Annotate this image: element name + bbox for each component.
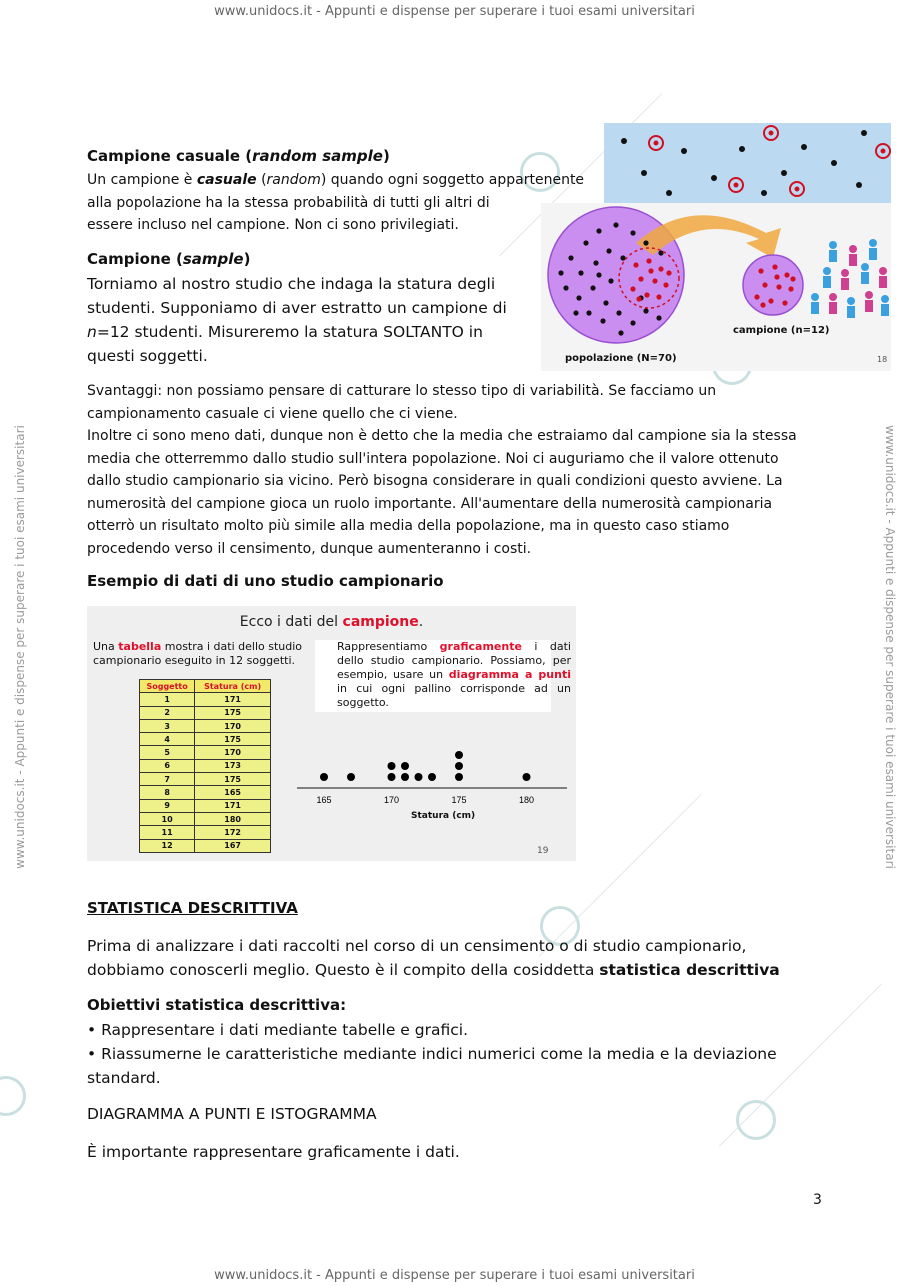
footer-watermark: www.unidocs.it - Appunti e dispense per superare i tuoi esami universitari — [214, 1268, 695, 1283]
table-row: 9 171 — [140, 799, 271, 812]
data-point — [388, 773, 396, 781]
disadvantages-paragraph: Svantaggi: non possiamo pensare di catturare lo stesso tipo di variabilità. Se facciamo un campionamento casuale ci viene quello che ci viene. Inoltre ci sono meno dati, dunque non è detto che la media che estraiamo dal campione sia la stessa media che otterremmo dallo studio sull'intera popolazione. Noi ci auguriamo che il valore ottenuto dallo studio campionario sia vicino. Però bisogna considerare in quali condizioni questo avviene. La numerosità del campione gioca un ruolo importante. All'aumentare della numerosità campionaria otterrò un risultato molto più simile alla media della popolazione, ma in questo caso stiamo procedendo verso il censimento, dunque aumenteranno i costi. — [87, 383, 797, 557]
list-item: • Riassumerne le caratteristiche mediante indici numerici come la media e la deviazione — [87, 1045, 777, 1063]
objectives-heading: Obiettivi statistica descrittiva: — [87, 996, 347, 1014]
sample-data-slide — [87, 606, 576, 861]
table-row: 1 171 — [140, 693, 271, 706]
table-row: 4 175 — [140, 733, 271, 746]
random-selection-strip — [604, 123, 891, 203]
data-point — [401, 762, 409, 770]
closing-sentence: È importante rappresentare graficamente i dati. — [87, 1143, 460, 1161]
table-row: 8 165 — [140, 786, 271, 799]
example-heading: Esempio di dati di uno studio campionario — [87, 572, 444, 590]
x-tick-label: 180 — [518, 795, 535, 805]
slide-number: 19 — [537, 846, 549, 856]
table-header: Statura (cm) — [195, 680, 271, 693]
table-row: 3 170 — [140, 719, 271, 732]
data-point — [388, 762, 396, 770]
table-row: 7 175 — [140, 773, 271, 786]
population-sample-figure — [541, 203, 891, 371]
descriptive-paragraph: Prima di analizzare i dati raccolti nel corso di un censimento o di studio campionario, dobbiamo conoscerli meglio. Questo è il compito della cosiddetta statistica descrittiva — [87, 937, 780, 979]
watermark-logo-icon — [736, 1100, 776, 1140]
dot-plot-xlabel: Statura (cm) — [411, 811, 476, 821]
table-row: 11 172 — [140, 826, 271, 839]
sample-heading: Campione (sample) — [87, 250, 251, 268]
data-point — [523, 773, 531, 781]
selection-dots-icon — [604, 123, 891, 203]
right-side-watermark: www.unidocs.it - Appunti e dispense per superare i tuoi esami universitari — [883, 425, 897, 869]
descriptive-heading: STATISTICA DESCRITTIVA — [87, 899, 298, 917]
page-number: 3 — [813, 1192, 822, 1208]
table-row: 12 167 — [140, 839, 271, 852]
data-point — [320, 773, 328, 781]
table-row: 2 175 — [140, 706, 271, 719]
slide-left-text: Una tabella mostra i dati dello studio campionario eseguito in 12 soggetti. — [93, 640, 303, 667]
watermark-logo-icon — [0, 1076, 26, 1116]
table-row: 10 180 — [140, 812, 271, 825]
objectives-list: • Rappresentare i dati mediante tabelle e grafici. • Riassumerne le caratteristiche mediante indici numerici come la media e la deviazione standard. — [87, 1018, 847, 1090]
population-label: popolazione (N=70) — [565, 353, 677, 364]
slide-right-text: Rappresentiamo graficamente i dati dello studio campionario. Possiamo, per esempio, usare un diagramma a punti in cui ogni pallino corrisponde ad un soggetto. — [337, 640, 571, 709]
header-watermark: www.unidocs.it - Appunti e dispense per superare i tuoi esami universitari — [214, 4, 695, 19]
slide-title: Ecco i dati del campione. — [239, 614, 424, 630]
random-sample-text: Un campione è casuale (random) quando ogni soggetto appartenente alla popolazione ha la stessa probabilità di tutti gli altri di essere incluso nel campione. Non ci sono privilegiati. — [87, 172, 585, 233]
sample-text: Torniamo al nostro studio che indaga la statura degli studenti. Supponiamo di aver estratto un campione di n=12 studenti. Misureremo la statura SOLTANTO in questi soggetti. — [87, 275, 507, 365]
table-row: 5 170 — [140, 746, 271, 759]
sample-data-table — [139, 679, 271, 853]
figure-slide-number: 18 — [877, 355, 888, 364]
data-point — [401, 773, 409, 781]
x-tick-label: 175 — [451, 795, 467, 805]
data-point — [455, 762, 463, 770]
left-side-watermark: www.unidocs.it - Appunti e dispense per superare i tuoi esami universitari — [13, 425, 27, 869]
table-row: 6 173 — [140, 759, 271, 772]
x-tick-label: 165 — [316, 795, 332, 805]
data-point — [347, 773, 355, 781]
sample-label: campione (n=12) — [733, 325, 830, 336]
section-heading-dotplot: DIAGRAMMA A PUNTI E ISTOGRAMMA — [87, 1105, 377, 1123]
data-point — [415, 773, 423, 781]
table-header: Soggetto — [140, 680, 195, 693]
list-item: • Rappresentare i dati mediante tabelle e grafici. — [87, 1021, 468, 1039]
data-point — [428, 773, 436, 781]
population-sample-diagram-icon — [541, 203, 891, 371]
data-point — [455, 751, 463, 759]
data-point — [455, 773, 463, 781]
x-tick-label: 170 — [383, 795, 400, 805]
random-sample-heading: Campione casuale (random sample) — [87, 147, 390, 165]
